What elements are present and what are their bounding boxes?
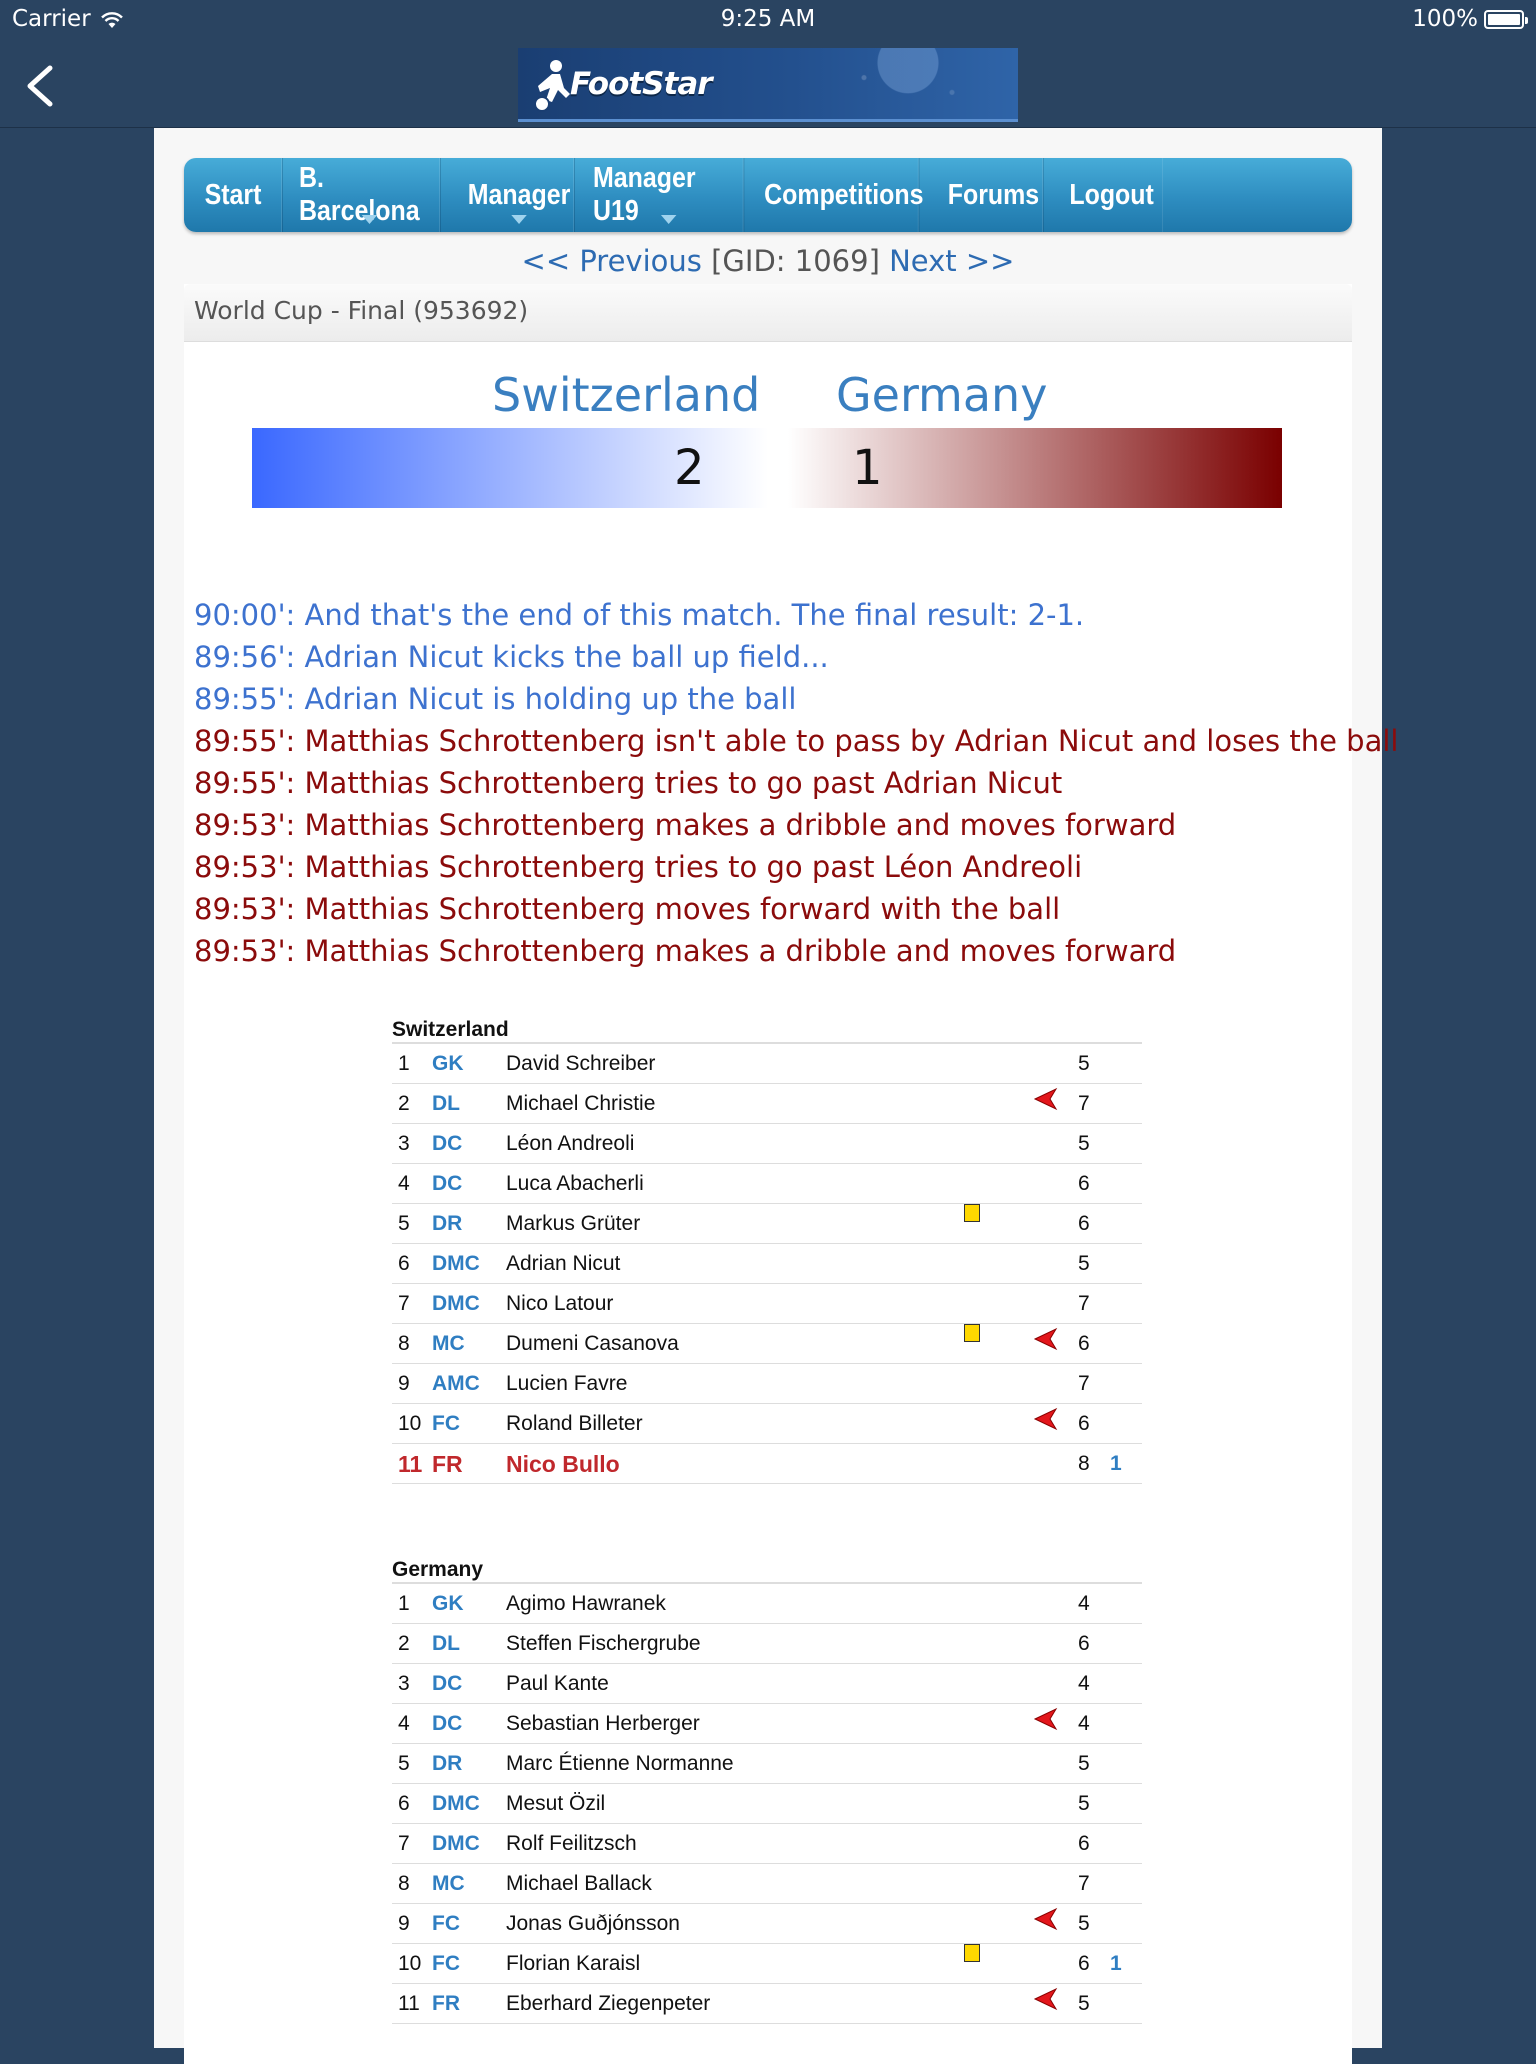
player-rating: 7 xyxy=(1078,1292,1090,1315)
player-position: FC xyxy=(432,1912,460,1935)
substitution-arrow-icon xyxy=(1034,1404,1060,1426)
player-name-link[interactable]: Roland Billeter xyxy=(506,1412,643,1435)
nav-label: Logout xyxy=(1069,178,1154,211)
match-panel xyxy=(184,284,1399,2064)
player-rating: 5 xyxy=(1078,1052,1090,1075)
yellow-card-icon xyxy=(964,1944,980,1962)
commentary-line: 89:55': Matthias Schrottenberg tries to go past Adrian Nicut xyxy=(194,766,1063,800)
player-row[interactable] xyxy=(392,1204,1142,1244)
carrier-label: Carrier xyxy=(12,6,91,32)
player-rating: 5 xyxy=(1078,1132,1090,1155)
shirt-number: 3 xyxy=(398,1132,410,1155)
player-rating: 6 xyxy=(1078,1332,1090,1355)
player-name-link[interactable]: Steffen Fischergrube xyxy=(506,1632,701,1655)
player-name-link[interactable]: Léon Andreoli xyxy=(506,1132,635,1155)
player-row[interactable] xyxy=(392,1904,1142,1944)
player-rating: 6 xyxy=(1078,1632,1090,1655)
nav-label: Forums xyxy=(947,178,1040,211)
player-row[interactable] xyxy=(392,1244,1142,1284)
commentary-line: 90:00': And that's the end of this match. The final result: 2-1. xyxy=(194,598,1085,632)
player-name-link[interactable]: Lucien Favre xyxy=(506,1372,628,1395)
player-row[interactable] xyxy=(392,1824,1142,1864)
shirt-number: 1 xyxy=(398,1052,410,1075)
player-name-link[interactable]: Sebastian Herberger xyxy=(506,1712,700,1735)
shirt-number: 10 xyxy=(398,1952,422,1975)
nav-manager-u19[interactable] xyxy=(593,158,744,232)
player-row[interactable] xyxy=(392,1364,1142,1404)
player-rating: 4 xyxy=(1078,1592,1090,1615)
player-row[interactable] xyxy=(392,1864,1142,1904)
commentary-line: 89:53': Matthias Schrottenberg makes a dribble and moves forward xyxy=(194,934,1177,968)
logo-text: FootStar xyxy=(570,66,712,102)
player-rating: 6 xyxy=(1078,1412,1090,1435)
player-position: AMC xyxy=(432,1372,480,1395)
player-row[interactable] xyxy=(392,1784,1142,1824)
commentary-line: 89:53': Matthias Schrottenberg tries to go past Léon Andreoli xyxy=(194,850,1083,884)
player-name-link[interactable]: Dumeni Casanova xyxy=(506,1332,679,1355)
footstar-logo xyxy=(518,48,1018,122)
player-row[interactable] xyxy=(392,1084,1142,1124)
substitution-arrow-icon xyxy=(1034,1984,1060,2006)
dropdown-caret-icon xyxy=(511,215,526,224)
player-name-link[interactable]: Eberhard Ziegenpeter xyxy=(506,1992,711,2015)
player-row[interactable] xyxy=(392,1444,1142,1484)
nav-label: Manager xyxy=(467,178,571,211)
player-position: DC xyxy=(432,1172,463,1195)
player-name-link[interactable]: Rolf Feilitzsch xyxy=(506,1832,637,1855)
player-rating: 8 xyxy=(1078,1452,1090,1475)
player-rating: 5 xyxy=(1078,1792,1090,1815)
player-rating: 5 xyxy=(1078,1752,1090,1775)
shirt-number: 1 xyxy=(398,1592,410,1615)
player-name-link[interactable]: Marc Étienne Normanne xyxy=(506,1752,734,1775)
player-position: MC xyxy=(432,1872,465,1895)
player-row[interactable] xyxy=(392,1664,1142,1704)
nav-competitions[interactable] xyxy=(764,158,924,232)
battery-icon xyxy=(1484,10,1524,29)
shirt-number: 2 xyxy=(398,1092,410,1115)
player-rating: 6 xyxy=(1078,1952,1090,1975)
main-nav xyxy=(184,158,1352,232)
nav-logout[interactable] xyxy=(1060,158,1163,232)
shirt-number: 6 xyxy=(398,1792,410,1815)
shirt-number: 10 xyxy=(398,1412,422,1435)
player-name-link[interactable]: Nico Latour xyxy=(506,1292,614,1315)
player-position: FC xyxy=(432,1952,460,1975)
player-rating: 6 xyxy=(1078,1172,1090,1195)
shirt-number: 11 xyxy=(398,1451,423,1477)
player-row[interactable] xyxy=(392,1124,1142,1164)
nav-forums[interactable] xyxy=(944,158,1044,232)
previous-link[interactable]: << Previous xyxy=(521,244,702,278)
player-row[interactable] xyxy=(392,1704,1142,1744)
shirt-number: 2 xyxy=(398,1632,410,1655)
player-rating: 7 xyxy=(1078,1092,1090,1115)
player-position: FC xyxy=(432,1412,460,1435)
shirt-number: 4 xyxy=(398,1712,410,1735)
player-position: DMC xyxy=(432,1292,480,1315)
player-name-link[interactable]: Mesut Özil xyxy=(506,1792,606,1815)
player-rating: 6 xyxy=(1078,1212,1090,1235)
nav-manager[interactable] xyxy=(464,158,575,232)
shirt-number: 8 xyxy=(398,1332,410,1355)
game-id: [GID: 1069] xyxy=(711,244,880,278)
player-rating: 6 xyxy=(1078,1832,1090,1855)
shirt-number: 9 xyxy=(398,1372,410,1395)
commentary-line: 89:55': Adrian Nicut is holding up the ball xyxy=(194,682,797,716)
shirt-number: 3 xyxy=(398,1672,410,1695)
player-row[interactable] xyxy=(392,1044,1142,1084)
player-row[interactable] xyxy=(392,1944,1142,1984)
shirt-number: 5 xyxy=(398,1752,410,1775)
clock: 9:25 AM xyxy=(720,6,816,32)
next-link[interactable]: Next >> xyxy=(889,244,1015,278)
nav-label: Manager U19 xyxy=(593,162,696,227)
player-goals: 1 xyxy=(1110,1952,1122,1975)
substitution-arrow-icon xyxy=(1034,1904,1060,1926)
player-goals: 1 xyxy=(1110,1452,1122,1475)
shirt-number: 11 xyxy=(398,1992,420,2015)
main-content xyxy=(154,128,1399,2048)
player-position: DC xyxy=(432,1672,463,1695)
nav-label: Competitions xyxy=(764,178,924,211)
substitution-arrow-icon xyxy=(1034,1084,1060,1106)
home-score: 2 xyxy=(674,440,705,496)
player-row[interactable] xyxy=(392,1624,1142,1664)
battery-percent: 100% xyxy=(1412,6,1478,32)
player-rating: 4 xyxy=(1078,1672,1090,1695)
away-score: 1 xyxy=(852,440,883,496)
shirt-number: 6 xyxy=(398,1252,410,1275)
player-name-link[interactable]: Nico Bullo xyxy=(506,1451,620,1477)
player-name-link[interactable]: Adrian Nicut xyxy=(506,1252,621,1275)
player-position: DMC xyxy=(432,1792,480,1815)
player-row[interactable] xyxy=(392,1744,1142,1784)
lineup-team-title: Germany xyxy=(392,1556,1142,1584)
player-rating: 5 xyxy=(1078,1912,1090,1935)
player-name-link[interactable]: Jonas Guðjónsson xyxy=(506,1912,680,1935)
away-lineup xyxy=(392,1556,1142,2024)
player-rating: 7 xyxy=(1078,1872,1090,1895)
shirt-number: 8 xyxy=(398,1872,410,1895)
player-position: MC xyxy=(432,1332,465,1355)
player-name-link[interactable]: Michael Christie xyxy=(506,1092,656,1115)
player-position: FR xyxy=(432,1992,460,2015)
substitution-arrow-icon xyxy=(1034,1324,1060,1346)
game-pager xyxy=(154,244,1382,278)
player-name-link[interactable]: Luca Abacherli xyxy=(506,1172,644,1195)
substitution-arrow-icon xyxy=(1034,1704,1060,1726)
away-team-name: Germany xyxy=(836,368,1048,422)
match-title: World Cup - Final (953692) xyxy=(184,284,1352,342)
app-header xyxy=(0,40,1536,128)
dropdown-caret-icon xyxy=(661,215,676,224)
player-rating: 5 xyxy=(1078,1992,1090,2015)
player-position: GK xyxy=(432,1592,464,1615)
nav-b-barcelona[interactable] xyxy=(299,158,441,232)
nav-start[interactable] xyxy=(184,158,283,232)
player-name-link[interactable]: Agimo Hawranek xyxy=(506,1592,666,1615)
dropdown-caret-icon xyxy=(362,215,377,224)
back-button[interactable] xyxy=(20,62,60,110)
battery-indicator xyxy=(1412,6,1524,32)
player-rating: 7 xyxy=(1078,1372,1090,1395)
player-rating: 5 xyxy=(1078,1252,1090,1275)
player-row[interactable] xyxy=(392,1284,1142,1324)
player-name-link[interactable]: Paul Kante xyxy=(506,1672,609,1695)
player-position: DL xyxy=(432,1632,460,1655)
player-name-link[interactable]: Florian Karaisl xyxy=(506,1952,641,1975)
commentary-line: 89:56': Adrian Nicut kicks the ball up field... xyxy=(194,640,829,674)
chevron-left-icon xyxy=(20,62,60,110)
yellow-card-icon xyxy=(964,1324,980,1342)
lineup-team-title: Switzerland xyxy=(392,1016,1142,1044)
shirt-number: 7 xyxy=(398,1292,410,1315)
shirt-number: 7 xyxy=(398,1832,410,1855)
player-icon xyxy=(530,58,574,114)
player-position: DMC xyxy=(432,1252,480,1275)
player-position: DL xyxy=(432,1092,460,1115)
nav-label: Start xyxy=(204,178,262,211)
player-row[interactable] xyxy=(392,1584,1142,1624)
commentary-line: 89:55': Matthias Schrottenberg isn't able to pass by Adrian Nicut and loses the ball xyxy=(194,724,1399,758)
player-rating: 4 xyxy=(1078,1712,1090,1735)
player-row[interactable] xyxy=(392,1324,1142,1364)
player-position: DR xyxy=(432,1212,463,1235)
home-team-name: Switzerland xyxy=(492,368,761,422)
player-name-link[interactable]: David Schreiber xyxy=(506,1052,656,1075)
commentary-line: 89:53': Matthias Schrottenberg makes a dribble and moves forward xyxy=(194,808,1177,842)
player-row[interactable] xyxy=(392,1984,1142,2024)
player-position: FR xyxy=(432,1451,463,1477)
player-position: DC xyxy=(432,1712,463,1735)
player-position: DR xyxy=(432,1752,463,1775)
shirt-number: 9 xyxy=(398,1912,410,1935)
player-position: DMC xyxy=(432,1832,480,1855)
shirt-number: 5 xyxy=(398,1212,410,1235)
home-lineup xyxy=(392,1016,1142,1484)
player-row[interactable] xyxy=(392,1404,1142,1444)
commentary-line: 89:53': Matthias Schrottenberg moves forward with the ball xyxy=(194,892,1061,926)
shirt-number: 4 xyxy=(398,1172,410,1195)
player-position: GK xyxy=(432,1052,464,1075)
yellow-card-icon xyxy=(964,1204,980,1222)
nav-label: B. Barcelona xyxy=(299,162,420,227)
player-name-link[interactable]: Michael Ballack xyxy=(506,1872,652,1895)
player-row[interactable] xyxy=(392,1164,1142,1204)
status-bar xyxy=(0,0,1536,40)
player-position: DC xyxy=(432,1132,463,1155)
match-commentary[interactable] xyxy=(194,594,1399,968)
player-name-link[interactable]: Markus Grüter xyxy=(506,1212,641,1235)
